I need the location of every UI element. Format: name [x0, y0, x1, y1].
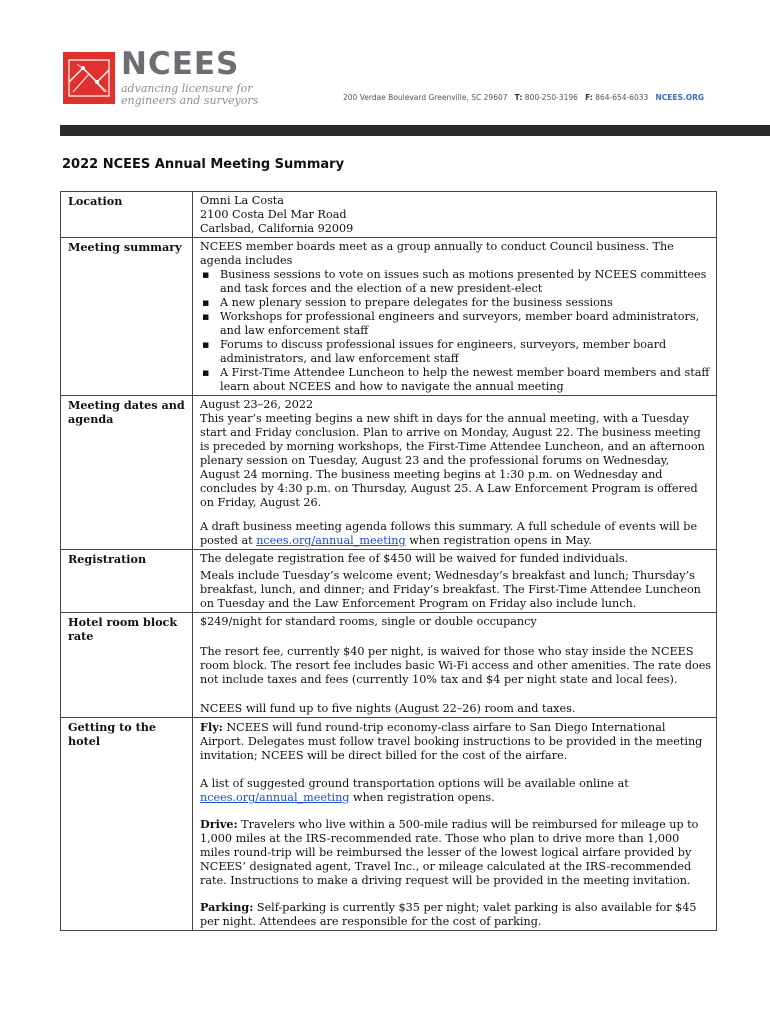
meeting-date: August 23–26, 2022	[200, 398, 314, 411]
hotel-content	[193, 613, 717, 718]
letterhead	[0, 0, 770, 135]
summary-table	[60, 191, 717, 931]
ground-text: A list of suggested ground transportation options will be available online at	[200, 777, 629, 790]
phone-label: T:	[514, 93, 523, 102]
hotel-funding: NCEES will fund up to five nights (August 22–26) room and taxes.	[200, 702, 576, 715]
list-item: ▪ Business sessions to vote on issues such as motions presented by NCEES committees and task forces and the election of a new president-elect	[220, 268, 712, 296]
parking-text: Self-parking is currently $35 per night; valet parking is also available for $45 per night. Attendees are responsible for the cost of parking.	[200, 901, 697, 928]
hotel-resort-fee: The resort fee, currently $40 per night, is waived for those who stay inside the NCEES room block. The resort fee includes basic Wi-Fi access and other amenities. The rate does not include taxes and fees (currently 10% tax and $4 per night state and local fees).	[200, 645, 712, 686]
summary-intro: NCEES member boards meet as a group annually to conduct Council business. The agenda includes	[200, 240, 674, 267]
list-item: ▪ A new plenary session to prepare delegates for the business sessions	[220, 296, 712, 310]
list-item: ▪ A First-Time Attendee Luncheon to help the newest member board members and staff learn about NCEES and how to navigate the annual meeting	[220, 366, 712, 394]
registration-content	[193, 550, 717, 613]
agenda-text: A draft business meeting agenda follows this summary. A full schedule of events will be posted at	[200, 520, 698, 547]
row-label: Meeting summary	[61, 238, 193, 396]
row-label: Hotel room block rate	[61, 613, 193, 718]
fly-text: NCEES will fund round-trip economy-class airfare to San Diego International Airport. Delegates must follow travel booking instructions to be provided in the meeting invitation; NCEES will be direct billed for the cost of the airfare.	[200, 721, 703, 762]
header-divider-bar	[60, 125, 770, 136]
ground-paragraph	[200, 777, 712, 805]
drive-paragraph	[200, 817, 712, 888]
brand-tagline	[121, 83, 258, 107]
contact-info	[343, 93, 704, 102]
fly-paragraph	[200, 720, 712, 763]
page-title: 2022 NCEES Annual Meeting Summary	[62, 157, 345, 172]
registration-meals: Meals include Tuesday’s welcome event; Wednesday’s breakfast and lunch; Thursday’s breakfast, lunch, and dinner; and Friday’s breakfast. The First-Time Attendee Luncheon on Tuesday and the Law Enforcement Program on Friday also include lunch.	[200, 569, 701, 610]
agenda-text-end: when registration opens in May.	[405, 534, 592, 547]
row-label: Location	[61, 192, 193, 238]
summary-list	[200, 268, 712, 394]
annual-meeting-link[interactable]: ncees.org/annual_meeting	[256, 534, 406, 547]
registration-fee: The delegate registration fee of $450 will be waived for funded individuals.	[200, 552, 629, 565]
phone: 800-250-3196	[524, 93, 578, 102]
row-location	[61, 192, 717, 238]
parking-label: Parking:	[200, 900, 254, 914]
row-hotel	[61, 613, 717, 718]
row-registration	[61, 550, 717, 613]
parking-paragraph	[200, 900, 712, 929]
row-label: Meeting dates and agenda	[61, 396, 193, 550]
row-label: Registration	[61, 550, 193, 613]
fax-label: F:	[585, 93, 593, 102]
website-link[interactable]: NCEES.ORG	[655, 93, 705, 102]
brand-name: NCEES	[121, 46, 240, 82]
row-meeting-summary	[61, 238, 717, 396]
fly-label: Fly:	[200, 720, 223, 734]
list-item: ▪ Forums to discuss professional issues for engineers, surveyors, member board administrators, and law enforcement staff	[220, 338, 712, 366]
location-content	[193, 192, 717, 238]
ncees-logo-icon	[63, 52, 115, 104]
agenda-paragraph	[200, 520, 712, 548]
dates-paragraph: This year’s meeting begins a new shift in days for the annual meeting, with a Tuesday start and Friday conclusion. Plan to arrive on Monday, August 22. The business meeting is preceded by morning workshops, the First-Time Attendee Luncheon, and an afternoon plenary session on Tuesday, August 23 and the professional forums on Wednesday, August 24 morning. The business meeting begins at 1:30 p.m. on Wednesday and concludes by 4:30 p.m. on Thursday, August 25. A Law Enforcement Program is offered on Friday, August 26.	[200, 412, 705, 509]
hotel-rate: $249/night for standard rooms, single or double occupancy	[200, 615, 537, 628]
fax: 864-654-6033	[595, 93, 649, 102]
drive-text: Travelers who live within a 500-mile radius will be reimbursed for mileage up to 1,000 miles at the IRS-recommended rate. Those who plan to drive more than 1,000 miles round-trip will be reimbursed the lesser of the lowest logical airfare provided by NCEES’ designated agent, Travel Inc., or mileage calculated at the IRS-recommended rate. Instructions to make a driving request will be provided in the meeting invitation.	[200, 818, 699, 887]
ground-text-end: when registration opens.	[349, 791, 495, 804]
row-meeting-dates	[61, 396, 717, 550]
location-line: Omni La Costa	[200, 194, 284, 207]
summary-content	[193, 238, 717, 396]
address: 200 Verdae Boulevard Greenville, SC 29607	[343, 93, 508, 102]
tagline-line-2: engineers and surveyors	[121, 94, 259, 107]
location-line: Carlsbad, California 92009	[200, 222, 354, 235]
drive-label: Drive:	[200, 817, 238, 831]
location-line: 2100 Costa Del Mar Road	[200, 208, 347, 221]
dates-content	[193, 396, 717, 550]
list-item: ▪ Workshops for professional engineers and surveyors, member board administrators, and law enforcement staff	[220, 310, 712, 338]
ground-transport-link[interactable]: ncees.org/annual_meeting	[200, 791, 350, 804]
getting-content	[193, 718, 717, 931]
row-label: Getting to the hotel	[61, 718, 193, 931]
row-getting-to-hotel	[61, 718, 717, 931]
tagline-line-1: advancing licensure for	[121, 82, 253, 95]
